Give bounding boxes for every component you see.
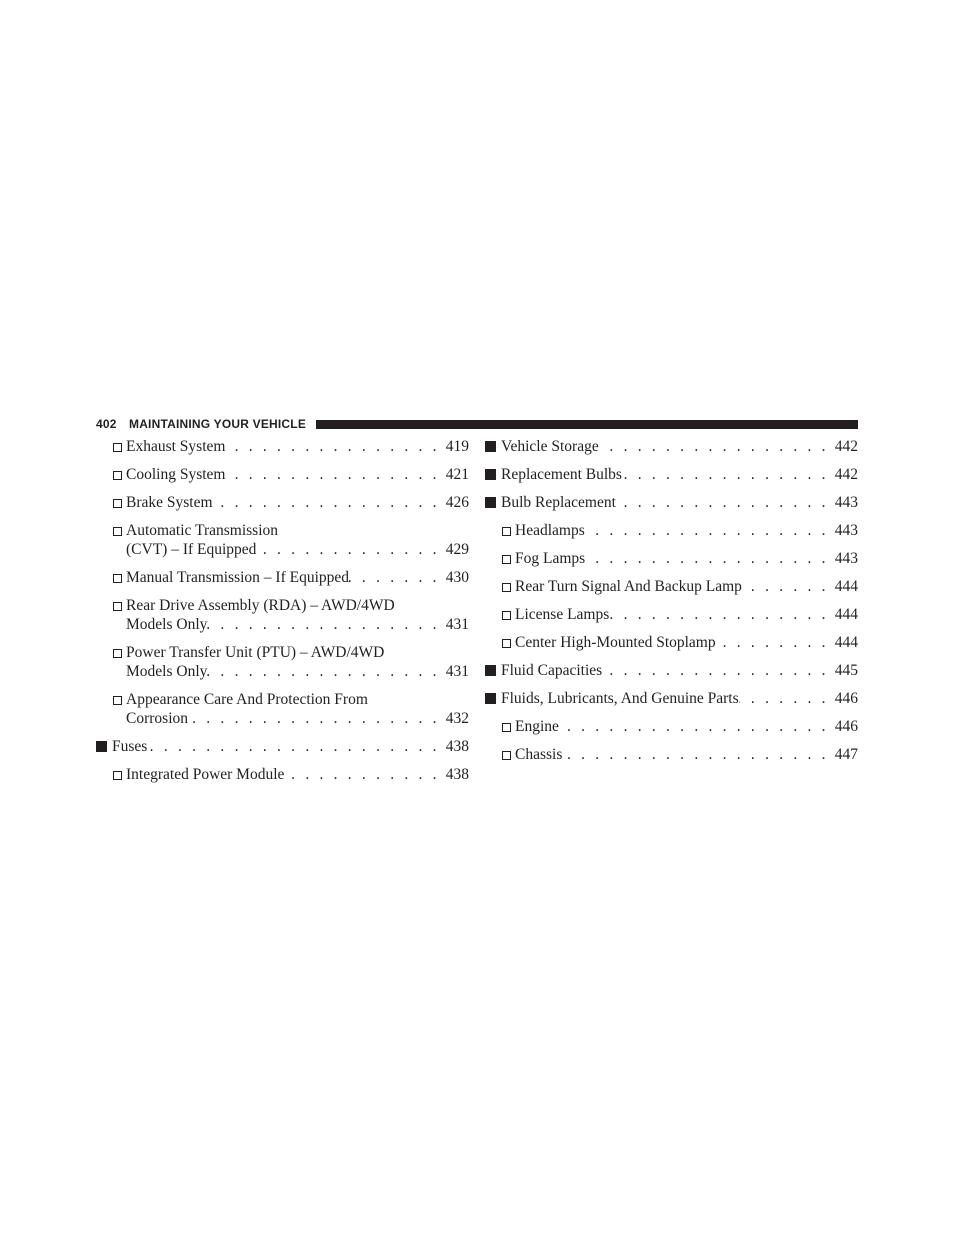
toc-entry-label: Integrated Power Module [126,766,285,783]
toc-page-number: 444 [834,634,858,651]
toc-entry-label: Fuses [112,738,148,755]
open-square-bullet-icon [113,696,122,705]
toc-page-number: 426 [445,494,469,511]
open-square-bullet-icon [502,639,511,648]
filled-square-bullet-icon [96,741,107,752]
dot-leader [742,577,835,596]
toc-page-number: 431 [445,616,469,633]
page-header [96,416,858,434]
toc-entry-label: Manual Transmission – If Equipped [126,569,350,586]
open-square-bullet-icon [502,723,511,732]
dot-leader [213,493,446,512]
toc-entry-label: Fog Lamps [515,550,586,567]
dot-leader [256,540,445,559]
open-square-bullet-icon [502,751,511,760]
dot-leader [599,437,835,456]
toc-page-number: 444 [834,578,858,595]
toc-entry-label: Brake System [126,494,213,511]
open-square-bullet-icon [113,771,122,780]
toc-entry[interactable] [485,493,858,512]
open-square-bullet-icon [113,649,122,658]
toc-left-column [96,437,469,793]
toc-entry[interactable] [96,521,469,559]
dot-leader [585,549,835,568]
toc-entry[interactable] [485,437,858,456]
toc-entry[interactable] [96,437,469,456]
toc-entry[interactable] [96,643,469,681]
header-rule-bar [316,420,858,429]
toc-entry[interactable] [96,568,469,587]
open-square-bullet-icon [502,611,511,620]
toc-entry[interactable] [96,737,469,756]
dot-leader [559,717,835,736]
toc-entry[interactable] [96,690,469,728]
toc-entry[interactable] [485,465,858,484]
open-square-bullet-icon [502,527,511,536]
dot-leader [616,493,835,512]
dot-leader [585,521,835,540]
toc-entry[interactable] [96,765,469,784]
toc-entry-title-line: Automatic Transmission [126,522,279,539]
toc-entry-label: License Lamps [515,606,610,623]
dot-leader [225,437,445,456]
toc-entry-label: Headlamps [515,522,585,539]
toc-entry-label: Bulb Replacement [501,494,616,511]
toc-page-number: 431 [445,663,469,680]
toc-entry-label: Replacement Bulbs [501,466,622,483]
dot-leader [602,661,835,680]
toc-page-number: 446 [834,718,858,735]
open-square-bullet-icon [113,602,122,611]
toc-entry-label: Exhaust System [126,438,226,455]
open-square-bullet-icon [113,499,122,508]
toc-entry-label: Fluid Capacities [501,662,603,679]
toc-entry-label: Rear Turn Signal And Backup Lamp [515,578,742,595]
toc-entry[interactable] [485,661,858,680]
toc-entry-label: Vehicle Storage [501,438,599,455]
toc-entry[interactable] [96,596,469,634]
dot-leader [207,615,445,634]
dot-leader [188,709,446,728]
toc-entry[interactable] [485,549,858,568]
toc-entry[interactable] [96,493,469,512]
toc-page-number: 442 [834,438,858,455]
toc-page-number: 429 [445,541,469,558]
toc-entry-label: Models Only [126,616,208,633]
toc-entry[interactable] [485,689,858,708]
toc-entry[interactable] [485,745,858,764]
open-square-bullet-icon [113,443,122,452]
toc-entry-label: Engine [515,718,559,735]
toc-entry[interactable] [485,717,858,736]
filled-square-bullet-icon [485,693,496,704]
section-title: MAINTAINING YOUR VEHICLE [129,417,307,431]
filled-square-bullet-icon [485,469,496,480]
dot-leader [609,605,834,624]
toc-entry-label: Corrosion [126,710,188,727]
toc-page-number: 430 [445,569,469,586]
filled-square-bullet-icon [485,497,496,508]
toc-entry-label: Fluids, Lubricants, And Genuine Parts [501,690,739,707]
toc-entry-label: (CVT) – If Equipped [126,541,257,558]
toc-page-number: 446 [834,690,858,707]
toc-entry-label: Cooling System [126,466,226,483]
open-square-bullet-icon [113,527,122,536]
dot-leader [349,568,446,587]
toc-page-number: 445 [834,662,858,679]
toc-page-number: 438 [445,738,469,755]
toc-entry-label: Models Only [126,663,208,680]
toc-entry-label: Chassis [515,746,563,763]
dot-leader [225,465,445,484]
toc-entry[interactable] [485,605,858,624]
toc-page-number: 443 [834,550,858,567]
toc-entry-label: Center High-Mounted Stoplamp [515,634,716,651]
dot-leader [622,465,835,484]
toc-entry-title-line: Power Transfer Unit (PTU) – AWD/4WD [126,644,385,661]
page-number: 402 [96,417,117,431]
dot-leader [284,765,445,784]
open-square-bullet-icon [113,574,122,583]
toc-entry-title-line: Appearance Care And Protection From [126,691,368,708]
toc-page-number: 444 [834,606,858,623]
toc-page-number: 447 [834,746,858,763]
filled-square-bullet-icon [485,441,496,452]
filled-square-bullet-icon [485,665,496,676]
open-square-bullet-icon [502,555,511,564]
toc-entry[interactable] [485,521,858,540]
toc-page-number: 438 [445,766,469,783]
toc-entry[interactable] [485,633,858,652]
toc-entry[interactable] [96,465,469,484]
dot-leader [147,737,445,756]
open-square-bullet-icon [502,583,511,592]
toc-page-number: 421 [445,466,469,483]
toc-entry[interactable] [485,577,858,596]
toc-right-column [485,437,858,773]
dot-leader [207,662,445,681]
toc-page-number: 432 [445,710,469,727]
dot-leader [716,633,835,652]
toc-page-number: 442 [834,466,858,483]
toc-page-number: 443 [834,522,858,539]
toc-entry-title-line: Rear Drive Assembly (RDA) – AWD/4WD [126,597,395,614]
open-square-bullet-icon [113,471,122,480]
dot-leader [739,689,835,708]
dot-leader [562,745,834,764]
toc-page-number: 419 [445,438,469,455]
toc-page-number: 443 [834,494,858,511]
